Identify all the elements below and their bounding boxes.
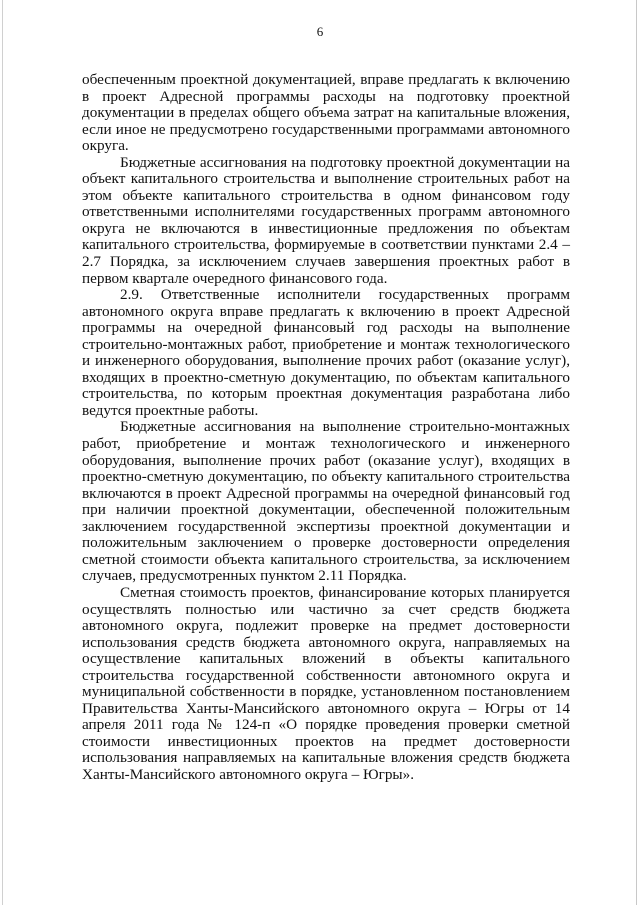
scan-edge-right [636,0,637,905]
paragraph-clause-2-9: 2.9. Ответственные исполнители государственных программ автономного округа вправе предлагать к включению в проект Адресной программы на очередной финансовый год расходы на выполнение строительно-монтажных работ, приобретение и монтаж технологического и инженерного оборудования, выполнение прочих работ (оказание услуг), входящих в проектно-сметную документацию, по объектам капитального строительства, по которым проектная документация разработана либо ведутся проектные работы. [82,286,570,419]
paragraph-budget-design: Бюджетные ассигнования на подготовку проектной документации на объект капитального строительства и выполнение строительных работ на этом объекте капитального строительства в одном финансовом году ответственными исполнителями государственных программ автономного округа не включаются в инвестиционные предложения по объектам капитального строительства, формируемые в соответствии пунктами 2.4 – 2.7 Порядка, за исключением случаев завершения проектных работ в первом квартале очередного финансового года. [82,153,570,287]
paragraph-continuation: обеспеченным проектной документацией, вправе предлагать к включению в проект Адресной программы расходы на подготовку проектной документации в пределах общего объема затрат на капитальные вложения, если иное не предусмотрено государственными программами автономного округа. [82,71,570,155]
document-body [82,72,570,784]
paragraph-cost-verification: Сметная стоимость проектов, финансирование которых планируется осуществлять полностью или частично за счет средств бюджета автономного округа, подлежит проверке на предмет достоверности использования средств бюджета автономного округа, направляемых на осуществление капитальных вложений в объекты капитального строительства государственной собственности автономного округа и муниципальной собственности в порядке, установленном постановлением Правительства Ханты-Мансийского автономного округа – Югры от 14 апреля 2011 года № 124-п «О порядке проведения проверки сметной стоимости инвестиционных проектов на предмет достоверности использования направляемых на капитальные вложения средств бюджета Ханты-Мансийского автономного округа – Югры». [82,583,570,783]
scan-edge-left [2,0,3,905]
page-number: 6 [316,24,324,39]
paragraph-budget-construction: Бюджетные ассигнования на выполнение строительно-монтажных работ, приобретение и монтаж технологического и инженерного оборудования, выполнение прочих работ (оказание услуг), входящих в проектно-сметную документацию, по объекту капитального строительства включаются в проект Адресной программы на очередной финансовый год при наличии проектной документации, обеспеченной положительным заключением государственной экспертизы проектной документации и положительным заключением о проверке достоверности определения сметной стоимости объекта капитального строительства, за исключением случаев, предусмотренных пунктом 2.11 Порядка. [82,418,570,585]
